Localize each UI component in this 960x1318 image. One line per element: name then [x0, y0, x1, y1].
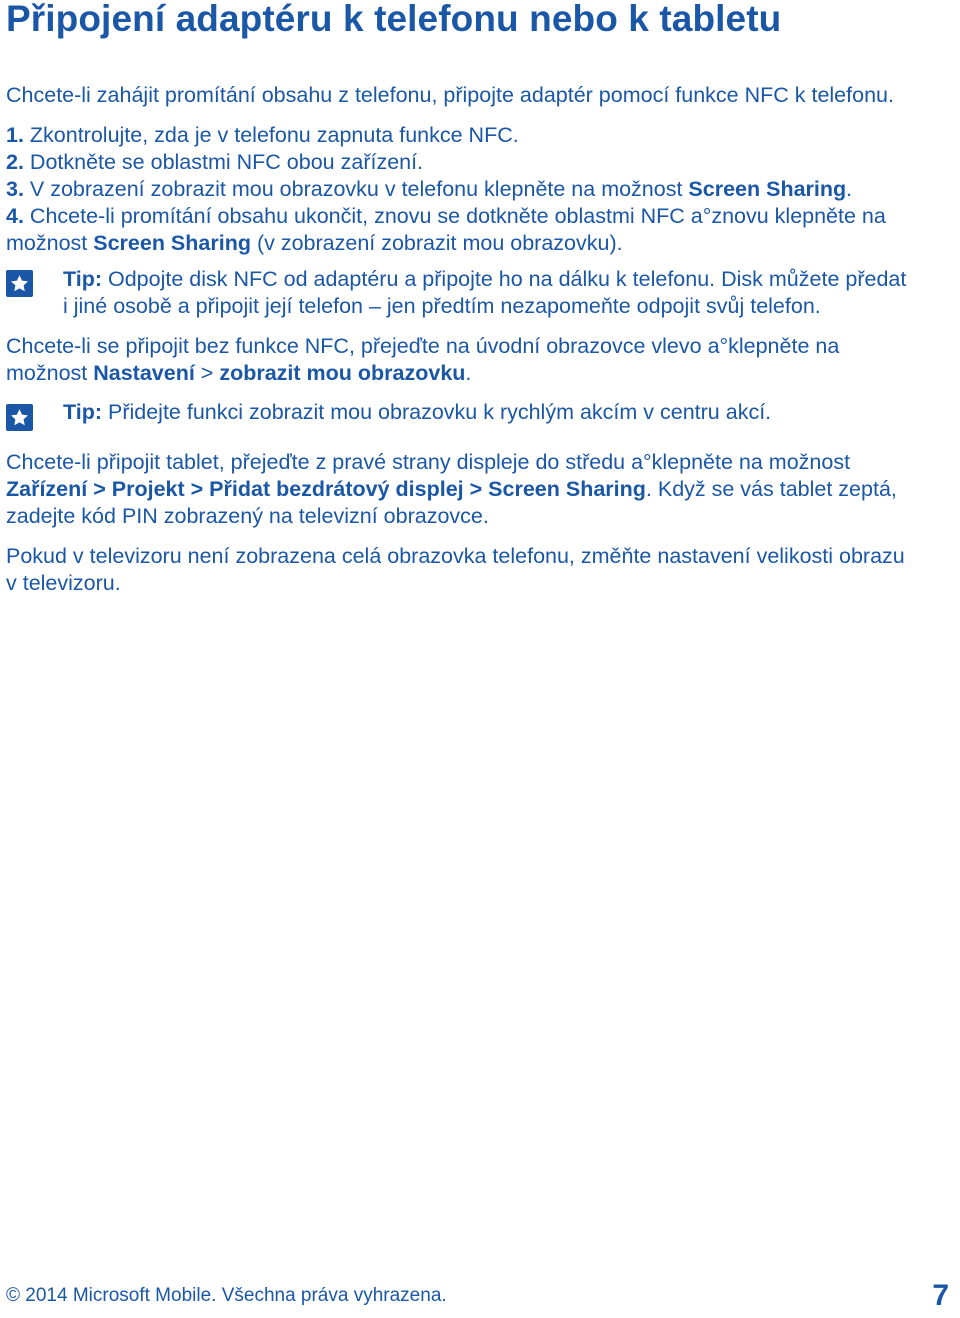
- menu-path-screen: zobrazit mou obrazovku: [219, 361, 466, 385]
- steps-list: [6, 122, 951, 257]
- step-2: [6, 149, 951, 176]
- step-text: Dotkněte se oblastmi NFC obou zařízení.: [23, 150, 424, 174]
- star-icon: [6, 404, 33, 431]
- step-bold-term: Screen Sharing: [688, 177, 847, 201]
- text-span: možnost: [6, 361, 94, 385]
- no-nfc-paragraph: [6, 333, 951, 387]
- text-span: . Když se vás tablet zeptá,: [645, 477, 897, 501]
- step-1: [6, 122, 951, 149]
- paragraph-line: Pokud v televizoru není zobrazena celá obrazovka telefonu, změňte nastavení velikosti obrazu: [6, 544, 905, 568]
- menu-path-settings: Nastavení: [93, 361, 195, 385]
- step-text: Zkontrolujte, zda je v telefonu zapnuta funkce NFC.: [23, 123, 519, 147]
- step-text: (v zobrazení zobrazit mou obrazovku).: [250, 231, 623, 255]
- step-text: Chcete-li promítání obsahu ukončit, znovu se dotkněte oblastmi NFC a°znovu klepněte na: [23, 204, 886, 228]
- step-bold-term: Screen Sharing: [93, 231, 251, 255]
- tv-paragraph: [6, 543, 951, 597]
- paragraph-line: Chcete-li připojit tablet, přejeďte z pravé strany displeje do středu a°klepněte na možnost: [6, 450, 851, 474]
- step-text: .: [846, 177, 853, 201]
- path-separator: >: [87, 477, 112, 501]
- step-3: [6, 176, 951, 203]
- step-number: 2.: [6, 150, 24, 174]
- intro-text: Chcete-li zahájit promítání obsahu z telefonu, připojte adaptér pomocí funkce NFC k telefonu.: [6, 83, 894, 107]
- tip-text: [63, 399, 953, 426]
- menu-path-screen-sharing: Screen Sharing: [488, 477, 646, 501]
- tip-line: i jiné osobě a připojit její telefon – jen předtím nezapomeňte odpojit svůj telefon.: [63, 294, 821, 318]
- intro-paragraph: [6, 82, 951, 109]
- menu-path-project: Projekt: [111, 477, 185, 501]
- menu-path-devices: Zařízení: [6, 477, 88, 501]
- paragraph-line: zadejte kód PIN zobrazený na televizní obrazovce.: [6, 504, 489, 528]
- text-span: .: [465, 361, 472, 385]
- path-separator: >: [463, 477, 489, 501]
- page-number: 7: [932, 1279, 949, 1312]
- step-text: možnost: [6, 231, 94, 255]
- step-number: 3.: [6, 177, 24, 201]
- tip-label: Tip:: [63, 267, 103, 291]
- paragraph-line: [6, 476, 951, 503]
- tip-line: Odpojte disk NFC od adaptéru a připojte ho na dálku k telefonu. Disk můžete předat: [102, 267, 907, 291]
- path-separator: >: [184, 477, 210, 501]
- paragraph-line: Chcete-li se připojit bez funkce NFC, přejeďte na úvodní obrazovce vlevo a°klepněte na: [6, 334, 840, 358]
- step-4-continued: [6, 230, 951, 257]
- tip-label: Tip:: [63, 400, 103, 424]
- tip-text: [63, 266, 953, 320]
- step-number: 1.: [6, 123, 24, 147]
- step-number: 4.: [6, 204, 24, 228]
- menu-path-add-display: Přidat bezdrátový displej: [209, 477, 464, 501]
- star-icon: [6, 270, 33, 297]
- step-text: V zobrazení zobrazit mou obrazovku v telefonu klepněte na možnost: [23, 177, 689, 201]
- tip-line: Přidejte funkci zobrazit mou obrazovku k rychlým akcím v centru akcí.: [102, 400, 772, 424]
- tablet-paragraph: [6, 449, 951, 530]
- path-separator: >: [194, 361, 220, 385]
- footer-copyright: © 2014 Microsoft Mobile. Všechna práva vyhrazena.: [6, 1285, 447, 1306]
- paragraph-line: v televizoru.: [6, 571, 121, 595]
- page-title: Připojení adaptéru k telefonu nebo k tabletu: [6, 0, 782, 39]
- step-4: [6, 203, 951, 230]
- paragraph-line: [6, 360, 951, 387]
